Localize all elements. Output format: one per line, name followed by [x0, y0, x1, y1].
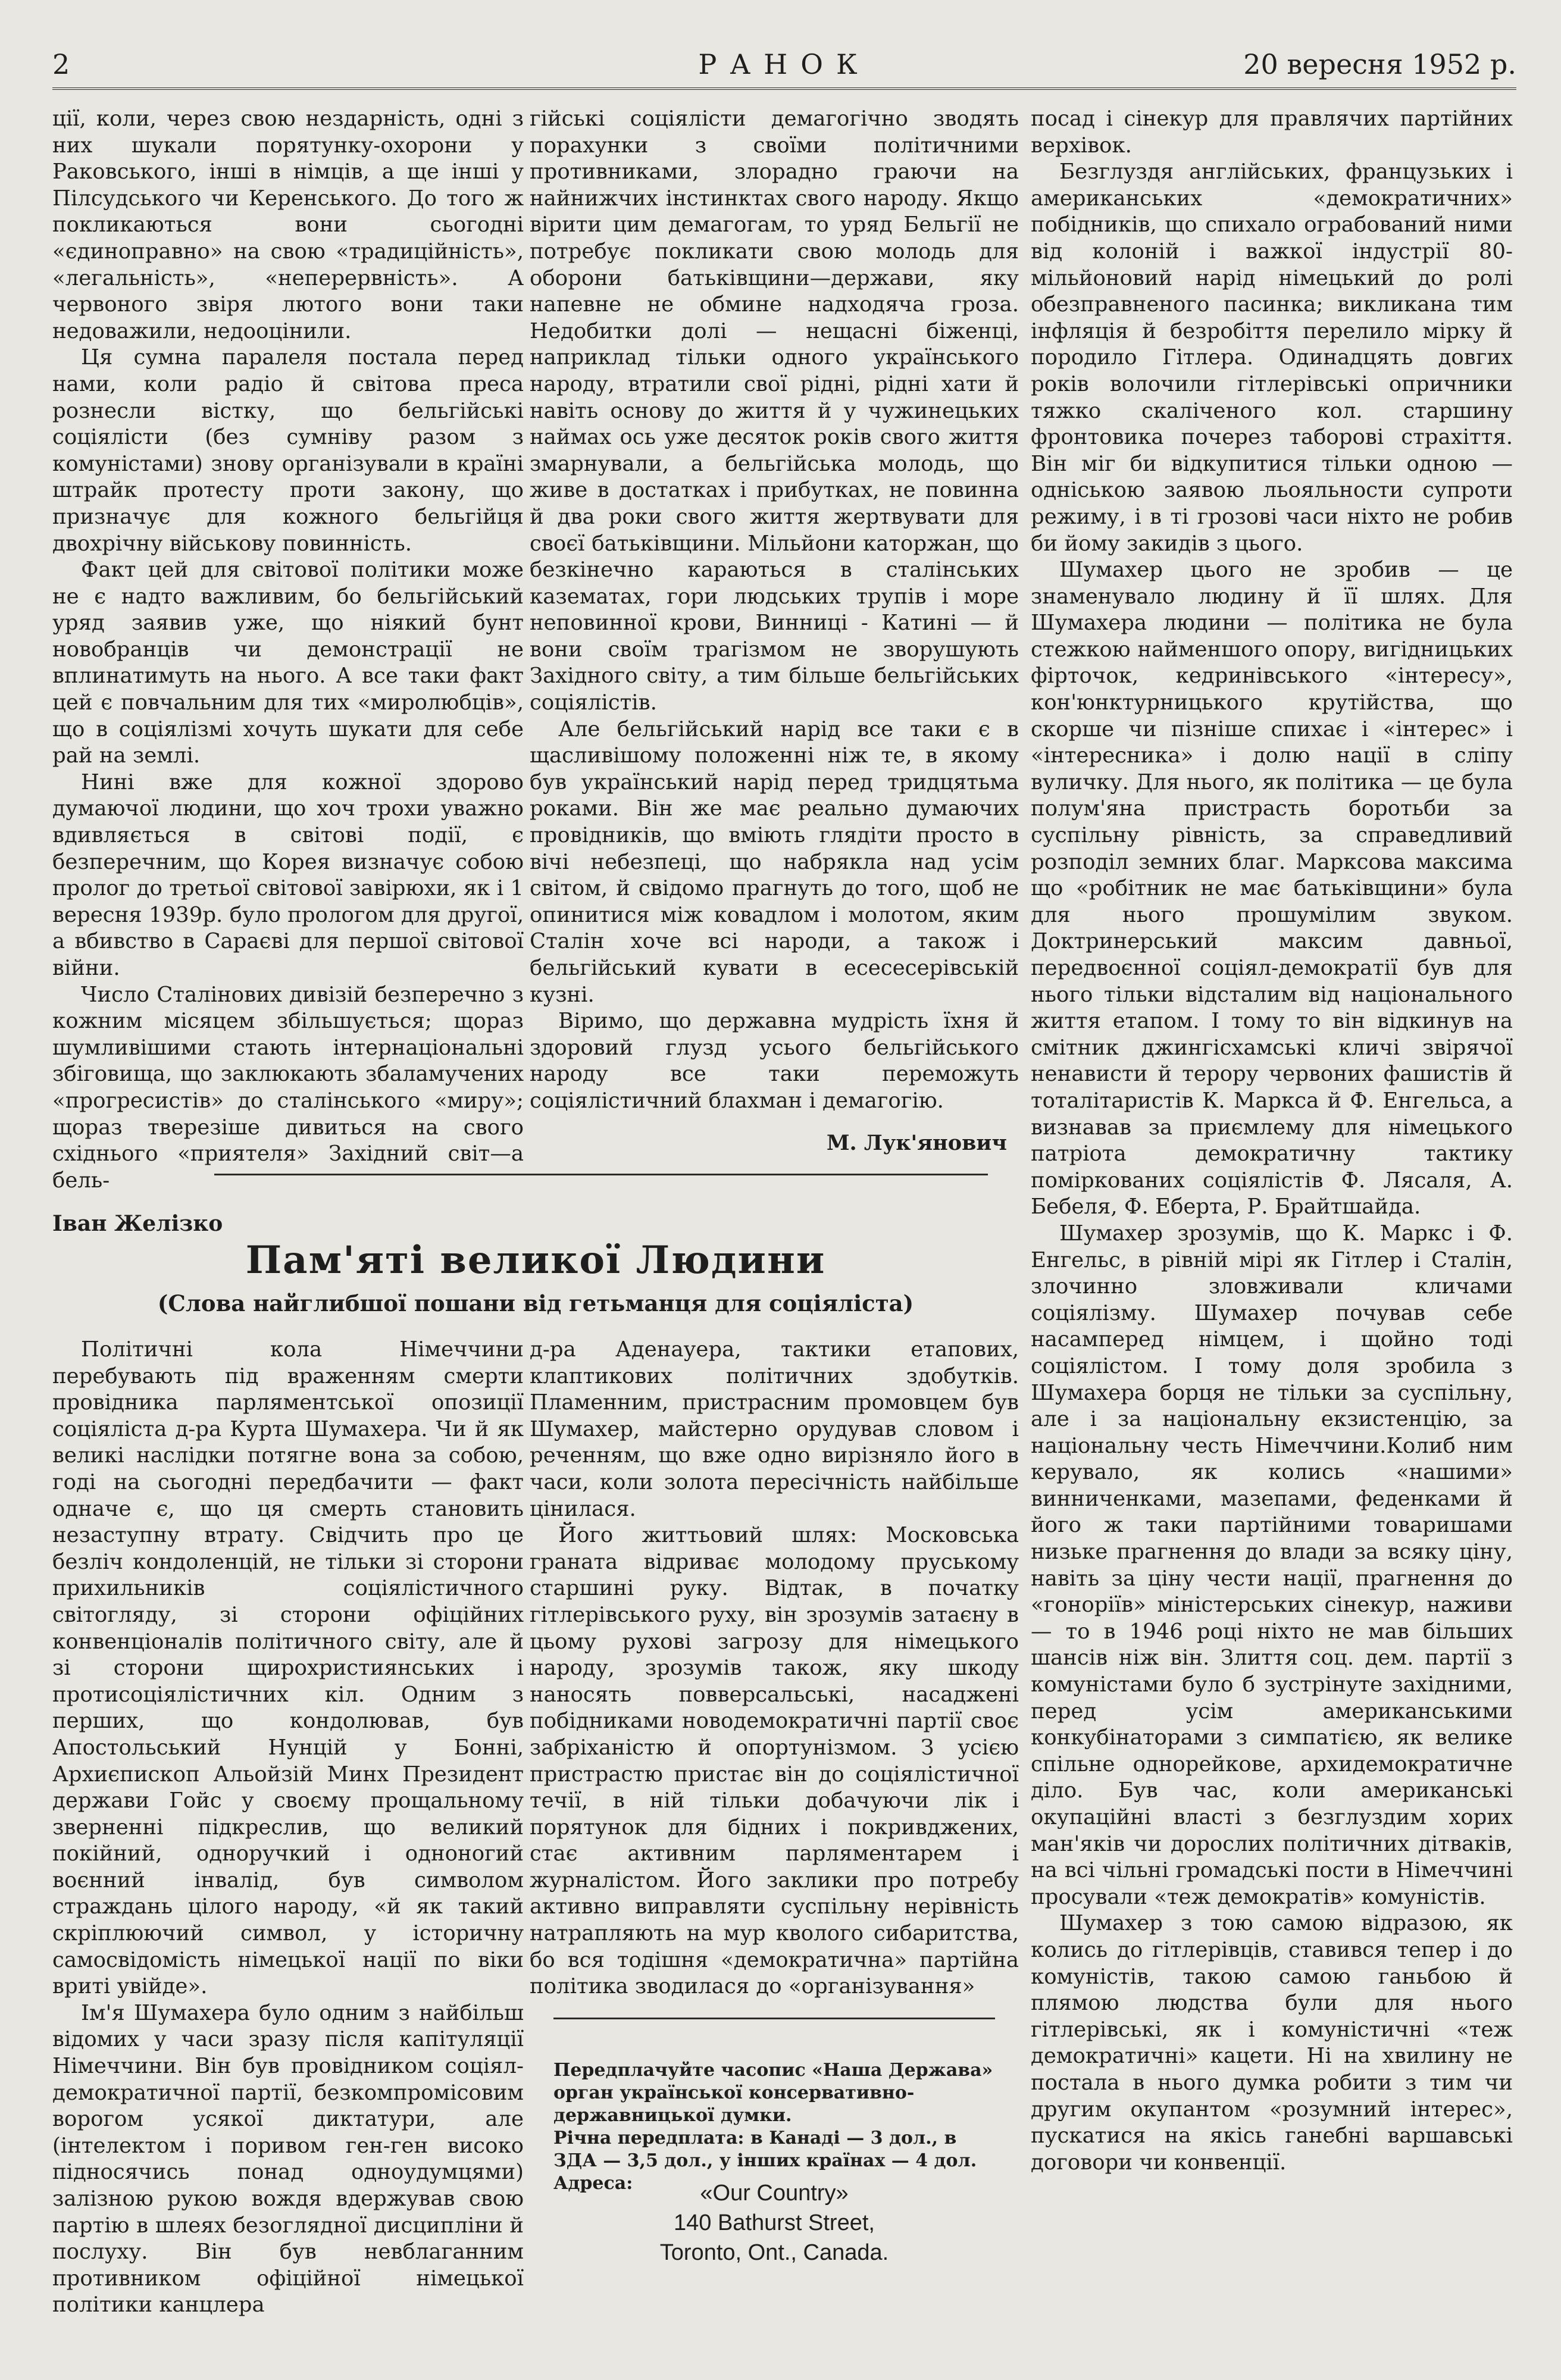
- address-line: «Our Country»: [700, 2181, 849, 2206]
- article1-column-2: [530, 106, 1019, 1118]
- paragraph: Ім'я Шумахера було одним з найбільш відомих у часи зразу після капітуляції Німеччини. Він був провідником соціял-демократичної партії, безкомпромісовим ворогом усякої диктатури, але (інтелектом і поривом ген-ген високо підносячись понад одноудумцями) залізною рукою вождя вдержував свою партію в шлеях безоглядної дисципліни й послуху. Він був невблаганним противником офіційної німецької політики канцлера: [52, 2000, 524, 2318]
- newspaper-title: РАНОК: [698, 48, 871, 80]
- page-header: [52, 45, 1516, 90]
- advert-line: Адреса:: [553, 2173, 633, 2194]
- paragraph: ції, коли, через свою нездарність, одні з них шукали порятунку-охорони у Раковського, інші в німців, а ще інші у Пілсудського чи Керенського. До того ж покликаються вони сьогодні «єдиноправно» на свою «традиційність», «легальність», «неперервність». А червоного звіря лютого вони таки недоважили, недооцінили.: [52, 107, 524, 343]
- paragraph: Шумахер з тою самою відразою, як колись до гітлерівців, ставився тепер і до комуністів, такою самою ганьбою й плямою людства були для нього гітлерівські, як і комуністичні «теж демократичні» кацети. Ні на хвилину не постала в нього думка робити з тим чи другим окупантом «розумний інтерес», пускатися на якісь ганебні варшавські договори чи конвенції.: [1031, 1911, 1513, 2175]
- paragraph: Безглуздя англійських, французьких і американських «демократичних» побідників, що спихало ограбований ними від колоній і важкої індустрії 80-мільйоновий нарід німецький до ролі обезправненого пасинка; викликана тим інфляція й безробіття перелило мірку й породило Гітлера. Одинадцять довгих років волочили гітлерівські опричники тяжко скаліченого кол. старшину фронтовика почерез таборові страхіття. Він міг би відкупитися тільки одною — одніською заявою льояльности супроти режиму, і в ті грозові часи ніхто не робив би йому закидів з цього.: [1031, 159, 1513, 556]
- paragraph: Але бельгійський нарід все таки є в щасливішому положенні ніж те, в якому був український нарід перед тридцятьма роками. Він же має реально думаючих провідників, що вміють глядіти просто в вічі небезпеці, що набрякла над усім світом, й свідомо прагнуть до того, щоб не опинитися між ковадлом і молотом, яким Сталін хоче всі народи, а також і бельгійський кувати в есесесерівській кузні.: [530, 717, 1019, 1007]
- article2-title: Пам'яті великої Людини: [245, 1238, 826, 1283]
- address-line: 140 Bathurst Street,: [674, 2210, 875, 2235]
- paragraph: Шумахер цього не зробив — це знаменувало людину й її шлях. Для Шумахера людини — політика не була стежкою найменшого опору, вигідницьких фірточок, кедринівського «інтересу», кон'юнктурницького крутійства, що скорше чи пізніше спихає і «інтерес» і «інтересника» і долю нації в сліпу вуличку. Для нього, як політика — це була полум'яна пристрасть боротьби за суспільну рівність, за справедливий розподіл земних благ. Марксова максима що «робітник не має батьківщини» була для нього прошумілим звуком. Доктринерський максим давньої, передвоєнної соціял-демократії був для нього тільки відсталим від національного життя етапом. І тому то він відкинув на смітник джингісхамські кличі звірячої ненависти й терору червоних фашистів й тоталітаристів К. Маркса й Ф. Енгельса, а визнавав за приємлему для німецького патріота демократичну тактику поміркованих соціялістів Ф. Лясаля, А. Бебеля, Ф. Еберта, Р. Брайтшайда.: [1031, 558, 1513, 1219]
- advert-line: Передплачуйте часопис «Наша Держава» орган української консервативно-державницької думки.: [553, 2060, 993, 2126]
- article2-subtitle: (Слова найглибшої пошани від гетьманця для соціяліста): [157, 1290, 914, 1316]
- paragraph: Його життьовий шлях: Московська граната відриває молодому пруському старшині руку. Відтак, в початку гітлерівського руху, він зрозумів затаєну в цьому рухові загрозу для німецького народу, зрозумів також, яку шкоду наносять повверсальські, насаджені побідниками новодемократичні партії своє забріханістю й опортунізмом. З усією пристрастю пристає він до соціялістичної течії, в ній тільки добачуючи лік і порятунок для бідних і покривджених, стає активним парляментарем і журналістом. Його заклики про потребу активно виправляти суспільну нерівність натрапляють на мур кволого сибаритства, бо вся тодішня «демократична» партійна політика зводилася до «організування»: [530, 1523, 1019, 1999]
- paragraph: гійські соціялісти демагогічно зводять порахунки з своїми політичними противниками, злорадно граючи на найнижчих інстинктах свого народу. Якщо вірити цим демагогам, то уряд Бельгії не потребує покликати свою молодь для оборони батьківщини—держави, яку напевне не обмине надходяча гроза. Недобитки долі — нещасні біженці, наприклад тільки одного українського народу, втратили свої рідні, рідні хати й навіть основу до життя й у чужинецьких наймах ось уже десяток років свого життя змарнували, а бельгійська молодь, що живе в достатках і прибутках, не повинна й два роки свого життя жертвувати для своєї батьківщини. Мільйони каторжан, що безкінечно караються в сталінських казематах, гори людських трупів і море неповинної крови, Винниці - Катині — й вони своїм трагізмом не зворушують Західного світу, а тим більше бельгійських соціялістів.: [530, 107, 1019, 715]
- paragraph: Політичні кола Німеччини перебувають під враженням смерти провідника парляментської опозиції соціяліста д-ра Курта Шумахера. Чи й як великі наслідки потягне вона за собою, годі на сьогодні передбачити — факт одначе є, що ця смерть становить незаступну втрату. Свідчить про це безліч кондоленцій, не тільки зі сторони прихильників соціялістичного світогляду, зі сторони офіційних конвенціоналів політичного світу, але й зі сторони щирохристиянських і протисоціялістичних кіл. Одним з перших, що кондолював, був Апостольський Нунцій у Бонні, Архиєпископ Альойзій Минх Президент держави Гойс у своєму прощальному зверненні підкреслив, що великий покійний, одноручкий і одноногий воєнний інвалід, був символом страждань цілого народу, «й як такий скріплюючий символ, у історичну самосвідомість німецької нації по віки вриті увійде».: [52, 1337, 524, 1999]
- paragraph: д-ра Аденауера, тактики етапових, клаптикових політичних здобутків. Пламенним, пристрасним промовцем був Шумахер, майстерно орудував словом і реченням, що вже одно вирізняло його в часи, коли золота пересічність найбільше цінилася.: [530, 1337, 1019, 1521]
- article-divider: [214, 1174, 988, 1175]
- paragraph: Число Сталінових дивізій безперечно з кожним місяцем збільшується; щораз шумливішими стають інтернаціональні збіговища, що заклюкають збаламучених «прогресистів» до сталінського «миру»; щораз тверезіше дивиться на свого східнього «приятеля» Західний світ—а бель-: [52, 982, 524, 1193]
- paragraph: Шумахер зрозумів, що К. Маркс і Ф. Енгельс, в рівній мірі як Гітлер і Сталін, злочинно зловживали кличами соціялізму. Шумахер почував себе насамперед німцем, і щойно тоді соціялістом. І тому доля зробила з Шумахера борця не тільки за суспільну, але і за національну екзистенцію, за національну честь Німеччини.Колиб ним керувало, як колись «нашими» винниченками, мазепами, феденками й його ж таки партійними товаришами низьке прагнення до влади за всяку ціну, навіть за ціну чести нації, прагнення до «гоноріїв» міністерських сінекур, наживи — то в 1946 році ніхто не мав більших шансів ніж він. Злиття соц. дем. партії з комуністами було б зустрінуте західними, перед усім американськими конкубінаторами з симпатією, як велике спільне однорейкове, архидемократичне діло. Був час, коли американські окупаційні власті з безглуздим хорих ман'яків чи дорослих політичних дітваків, на всі чільні громадські пости в Німеччині просували «теж демократів» комуністів.: [1031, 1221, 1513, 1909]
- advert-address: [553, 2178, 995, 2268]
- article2-column-3: [1031, 106, 1513, 2320]
- article2-column-2: [530, 1337, 1019, 1999]
- paragraph: Віримо, що державна мудрість їхня й здоровий глузд усього бельгійського народу все таки переможуть соціялістичний блахман і демагогію.: [530, 1009, 1019, 1113]
- paragraph: посад і сінекур для правлячих партійних верхівок.: [1031, 107, 1513, 158]
- address-line: Toronto, Ont., Canada.: [659, 2240, 889, 2265]
- article2-column-1: [52, 1337, 524, 2318]
- paragraph: Нині вже для кожної здорово думаючої людини, що хоч трохи уважно вдивляється в світові події, є безперечним, що Корея визначує собою пролог до третьої світової завірюхи, як і 1 вересня 1939р. було прологом для другої, а вбивство в Сараєві для першої світової війни.: [52, 770, 524, 980]
- page-number: 2: [52, 48, 70, 80]
- paragraph: Ця сумна паралеля постала перед нами, коли радіо й світова преса рознесли вістку, що бельгійські соціялісти (без сумніву разом з комуністами) знову організували в країні штрайк протесту проти закону, що призначує для кожного бельгійця двохрічну військову повинність.: [52, 345, 524, 556]
- advert-divider: [553, 2018, 995, 2019]
- paragraph: Факт цей для світової політики може не є надто важливим, бо бельгійський уряд заявив уже, що ніякий бунт новобранців чи демонстрації не вплинатимуть на нього. А все таки факт цей є повчальним для тих «миролюбців», що в соціялізмі хочуть шукати для себе рай на землі.: [52, 558, 524, 768]
- issue-date: 20 вересня 1952 р.: [1243, 48, 1516, 80]
- advert-line: Річна передплата: в Канаді — 3 дол., в ЗДА — 3,5 дол., у інших країнах — 4 дол.: [553, 2128, 977, 2171]
- article1-column-1: [52, 106, 524, 1193]
- subscription-advert: [553, 2059, 995, 2195]
- article1-signature: М. Лук'янович: [826, 1131, 1007, 1155]
- article2-author: Іван Желізко: [52, 1211, 223, 1236]
